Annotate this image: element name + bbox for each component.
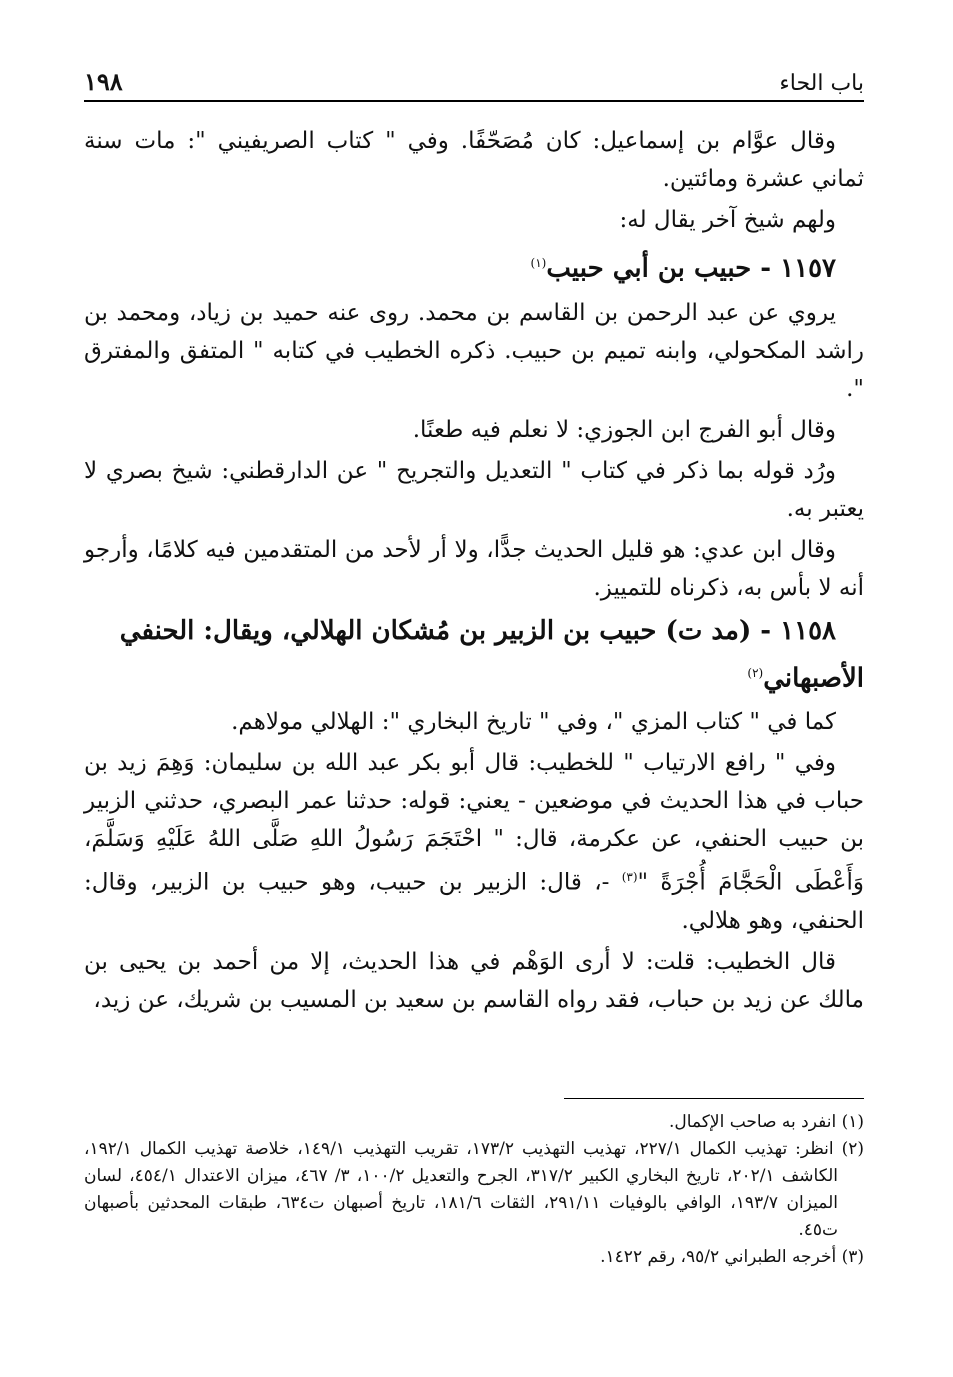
paragraph-text: وفي " رافع الارتياب " للخطيب: قال أبو بكر عبد الله بن سليمان: وَهِمَ زيد بن حباب في هذا الحديث في موضعين - يعني: قوله: حدثنا عمر البصري، حدثني الزبير بن حبيب الحنفي، عن عكرمة، قال: " احْتَجَمَ رَسُولُ اللهِ صَلَّى اللهُ عَلَيْهِ وَسَلَّمَ، وَأَعْطَى الْحَجَّامَ أُجْرَةً " — [84, 750, 864, 896]
book-page — [84, 52, 864, 1022]
main-text — [84, 122, 864, 1019]
page-number: ١٩٨ — [84, 67, 123, 96]
entry-title: ١١٥٧ - حبيب بن أبي حبيب — [546, 253, 836, 284]
paragraph: كما في " كتاب المزي "، وفي " تاريخ البخاري ": الهلالي مولاهم. — [231, 709, 836, 736]
footnote-marker[interactable]: (٢) — [747, 665, 764, 680]
chapter-title: باب الحاء — [779, 71, 864, 96]
paragraph: ولهم شيخ آخر يقال له: — [619, 207, 836, 233]
paragraph: وقال ابن عدي: هو قليل الحديث جدًّا، ولا أر لأحد من المتقدمين فيه كلامًا، وأرجو أنه لا بأس به، ذكرناه للتمييز. — [84, 536, 864, 601]
paragraph-text: -، قال: الزبير بن حبيب، وهو حبيب بن الزبير، وقال: الحنفي، وهو هلالي. — [84, 869, 864, 934]
paragraph: ورُد قوله بما ذكر في كتاب " التعديل والتجريح " عن الدارقطني: شيخ بصري لا يعتبر به. — [84, 457, 864, 522]
footnote-2: (٢) انظر: تهذيب الكمال ٢٢٧/١، تهذيب التهذيب ١٧٣/٢، تقريب التهذيب ١٤٩/١، خلاصة تهذيب الكمال ١٩٢/١، الكاشف ٢٠٢/١، تاريخ البخاري الكبير ٣١٧/٢، الجرح والتعديل ١٠٠/٢، ٣/ ٤٦٧، ميزان الاعتدال ٤٥٤/١، لسان الميزان ١٩٣/٧، الوافي بالوفيات ٢٩١/١١، الثقات ١٨١/٦، تاريخ أصبهان ت٦٣٤، طبقات المحدثين بأصبهان ت٤٥. — [84, 1139, 864, 1240]
paragraph: وقال عوَّام بن إسماعيل: كان مُصَحّفًا. وفي " كتاب الصريفيني ": مات سنة ثماني عشرة ومائتين. — [84, 128, 864, 192]
running-header — [84, 52, 864, 102]
footnote-marker[interactable]: (٣) — [621, 870, 638, 885]
footnotes-section — [84, 1098, 864, 1271]
entry-title: ١١٥٨ - (مد ت) حبيب بن الزبير بن مُشكان الهلالي، ويقال: الحنفي الأصبهاني — [119, 615, 864, 694]
footnote-separator — [564, 1098, 864, 1099]
footnote-marker[interactable]: (١) — [530, 256, 547, 270]
paragraph: وقال أبو الفرج ابن الجوزي: لا نعلم فيه طعنًا. — [412, 416, 836, 443]
footnote-1: (١) انفرد به صاحب الإكمال. — [669, 1112, 864, 1132]
paragraph: قال الخطيب: قلت: لا أرى الوَهْم في هذا الحديث، إلا من أحمد بن يحيى بن مالك عن زيد بن حباب، فقد رواه القاسم بن سعيد بن المسيب بن شريك، عن زيد، — [84, 948, 864, 1013]
paragraph — [84, 744, 864, 940]
footnote-3: (٣) أخرجه الطبراني ٩٥/٢، رقم ١٤٢٢. — [600, 1247, 864, 1267]
paragraph: يروي عن عبد الرحمن بن القاسم بن محمد. روى عنه حميد بن زياد، ومحمد بن راشد المكحولي، وابنه تميم بن حبيب. ذكره الخطيب في كتابه " المتفق والمفترق ". — [84, 299, 864, 402]
entry-heading-1158 — [84, 610, 864, 700]
entry-heading-1157 — [84, 242, 864, 290]
